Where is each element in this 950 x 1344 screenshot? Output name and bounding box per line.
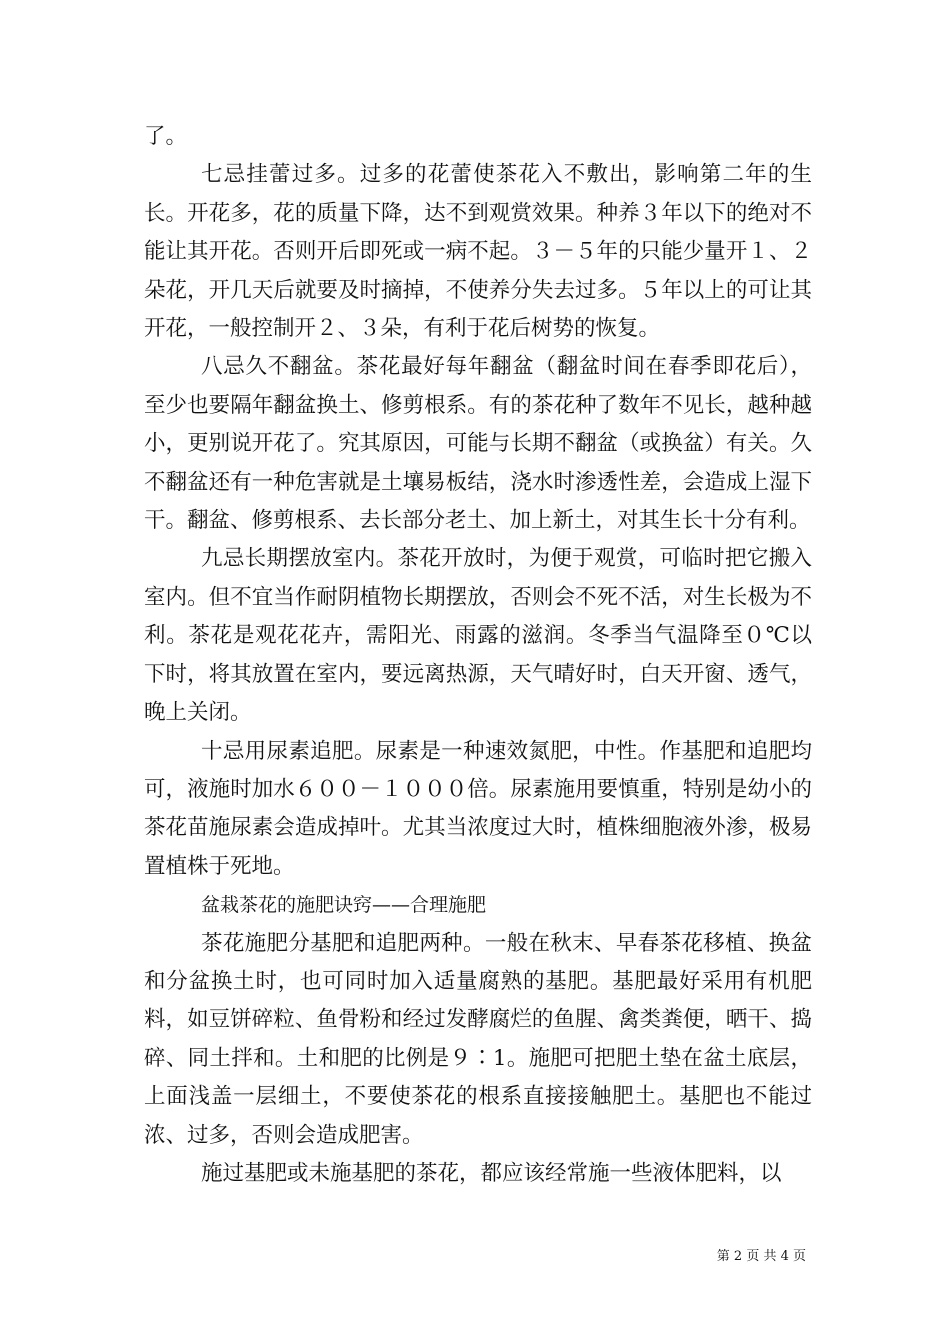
paragraph-continuation: 了。 — [144, 124, 188, 149]
paragraph-rule-7: 七忌挂蕾过多。过多的花蕾使茶花入不敷出，影响第二年的生长。开花多，花的质量下降，达不到观赏效果。种养３年以下的绝对不能让其开花。否则开后即死或一病不起。３－５年的只能少量开１、２朵花，开几天后就要及时摘掉，不使养分失去过多。５年以上的可让其开花，一般控制开２、３朵，有利于花后树势的恢复。 — [144, 162, 812, 342]
paragraph-rule-8: 八忌久不翻盆。茶花最好每年翻盆（翻盆时间在春季即花后），至少也要隔年翻盆换土、修剪根系。有的茶花种了数年不见长，越种越小，更别说开花了。究其原因，可能与长期不翻盆（或换盆）有关。久不翻盆还有一种危害就是土壤易板结，浇水时渗透性差，会造成上湿下干。翻盆、修剪根系、去长部分老土、加上新土，对其生长十分有利。 — [144, 354, 812, 534]
paragraph-fertilizer-intro: 茶花施肥分基肥和追肥两种。一般在秋末、早春茶花移植、换盆和分盆换土时，也可同时加入适量腐熟的基肥。基肥最好采用有机肥料，如豆饼碎粒、鱼骨粉和经过发酵腐烂的鱼腥、禽类粪便，晒干、捣碎、同土拌和。土和肥的比例是９∶1。施肥可把肥土垫在盆土底层，上面浅盖一层细土，不要使茶花的根系直接接触肥土。基肥也不能过浓、过多，否则会造成肥害。 — [144, 930, 812, 1148]
paragraph-rule-9: 九忌长期摆放室内。茶花开放时，为便于观赏，可临时把它搬入室内。但不宜当作耐阴植物长期摆放，否则会不死不活，对生长极为不利。茶花是观花花卉，需阳光、雨露的滋润。冬季当气温降至０℃以下时，将其放置在室内，要远离热源，天气晴好时，白天开窗、透气，晚上关闭。 — [144, 546, 812, 726]
paragraph-rule-10: 十忌用尿素追肥。尿素是一种速效氮肥，中性。作基肥和追肥均可，液施时加水６００－１０００倍。尿素施用要慎重，特别是幼小的茶花苗施尿素会造成掉叶。尤其当浓度过大时，植株细胞液外渗，极易置植株于死地。 — [144, 738, 812, 879]
document-body — [144, 118, 812, 1193]
section-heading: 盆栽茶花的施肥诀窍——合理施肥 — [201, 894, 487, 917]
page-number: 第 2 页 共 4 页 — [716, 1249, 806, 1264]
paragraph-liquid-fertilizer: 施过基肥或未施基肥的茶花，都应该经常施一些液体肥料，以 — [201, 1160, 782, 1186]
